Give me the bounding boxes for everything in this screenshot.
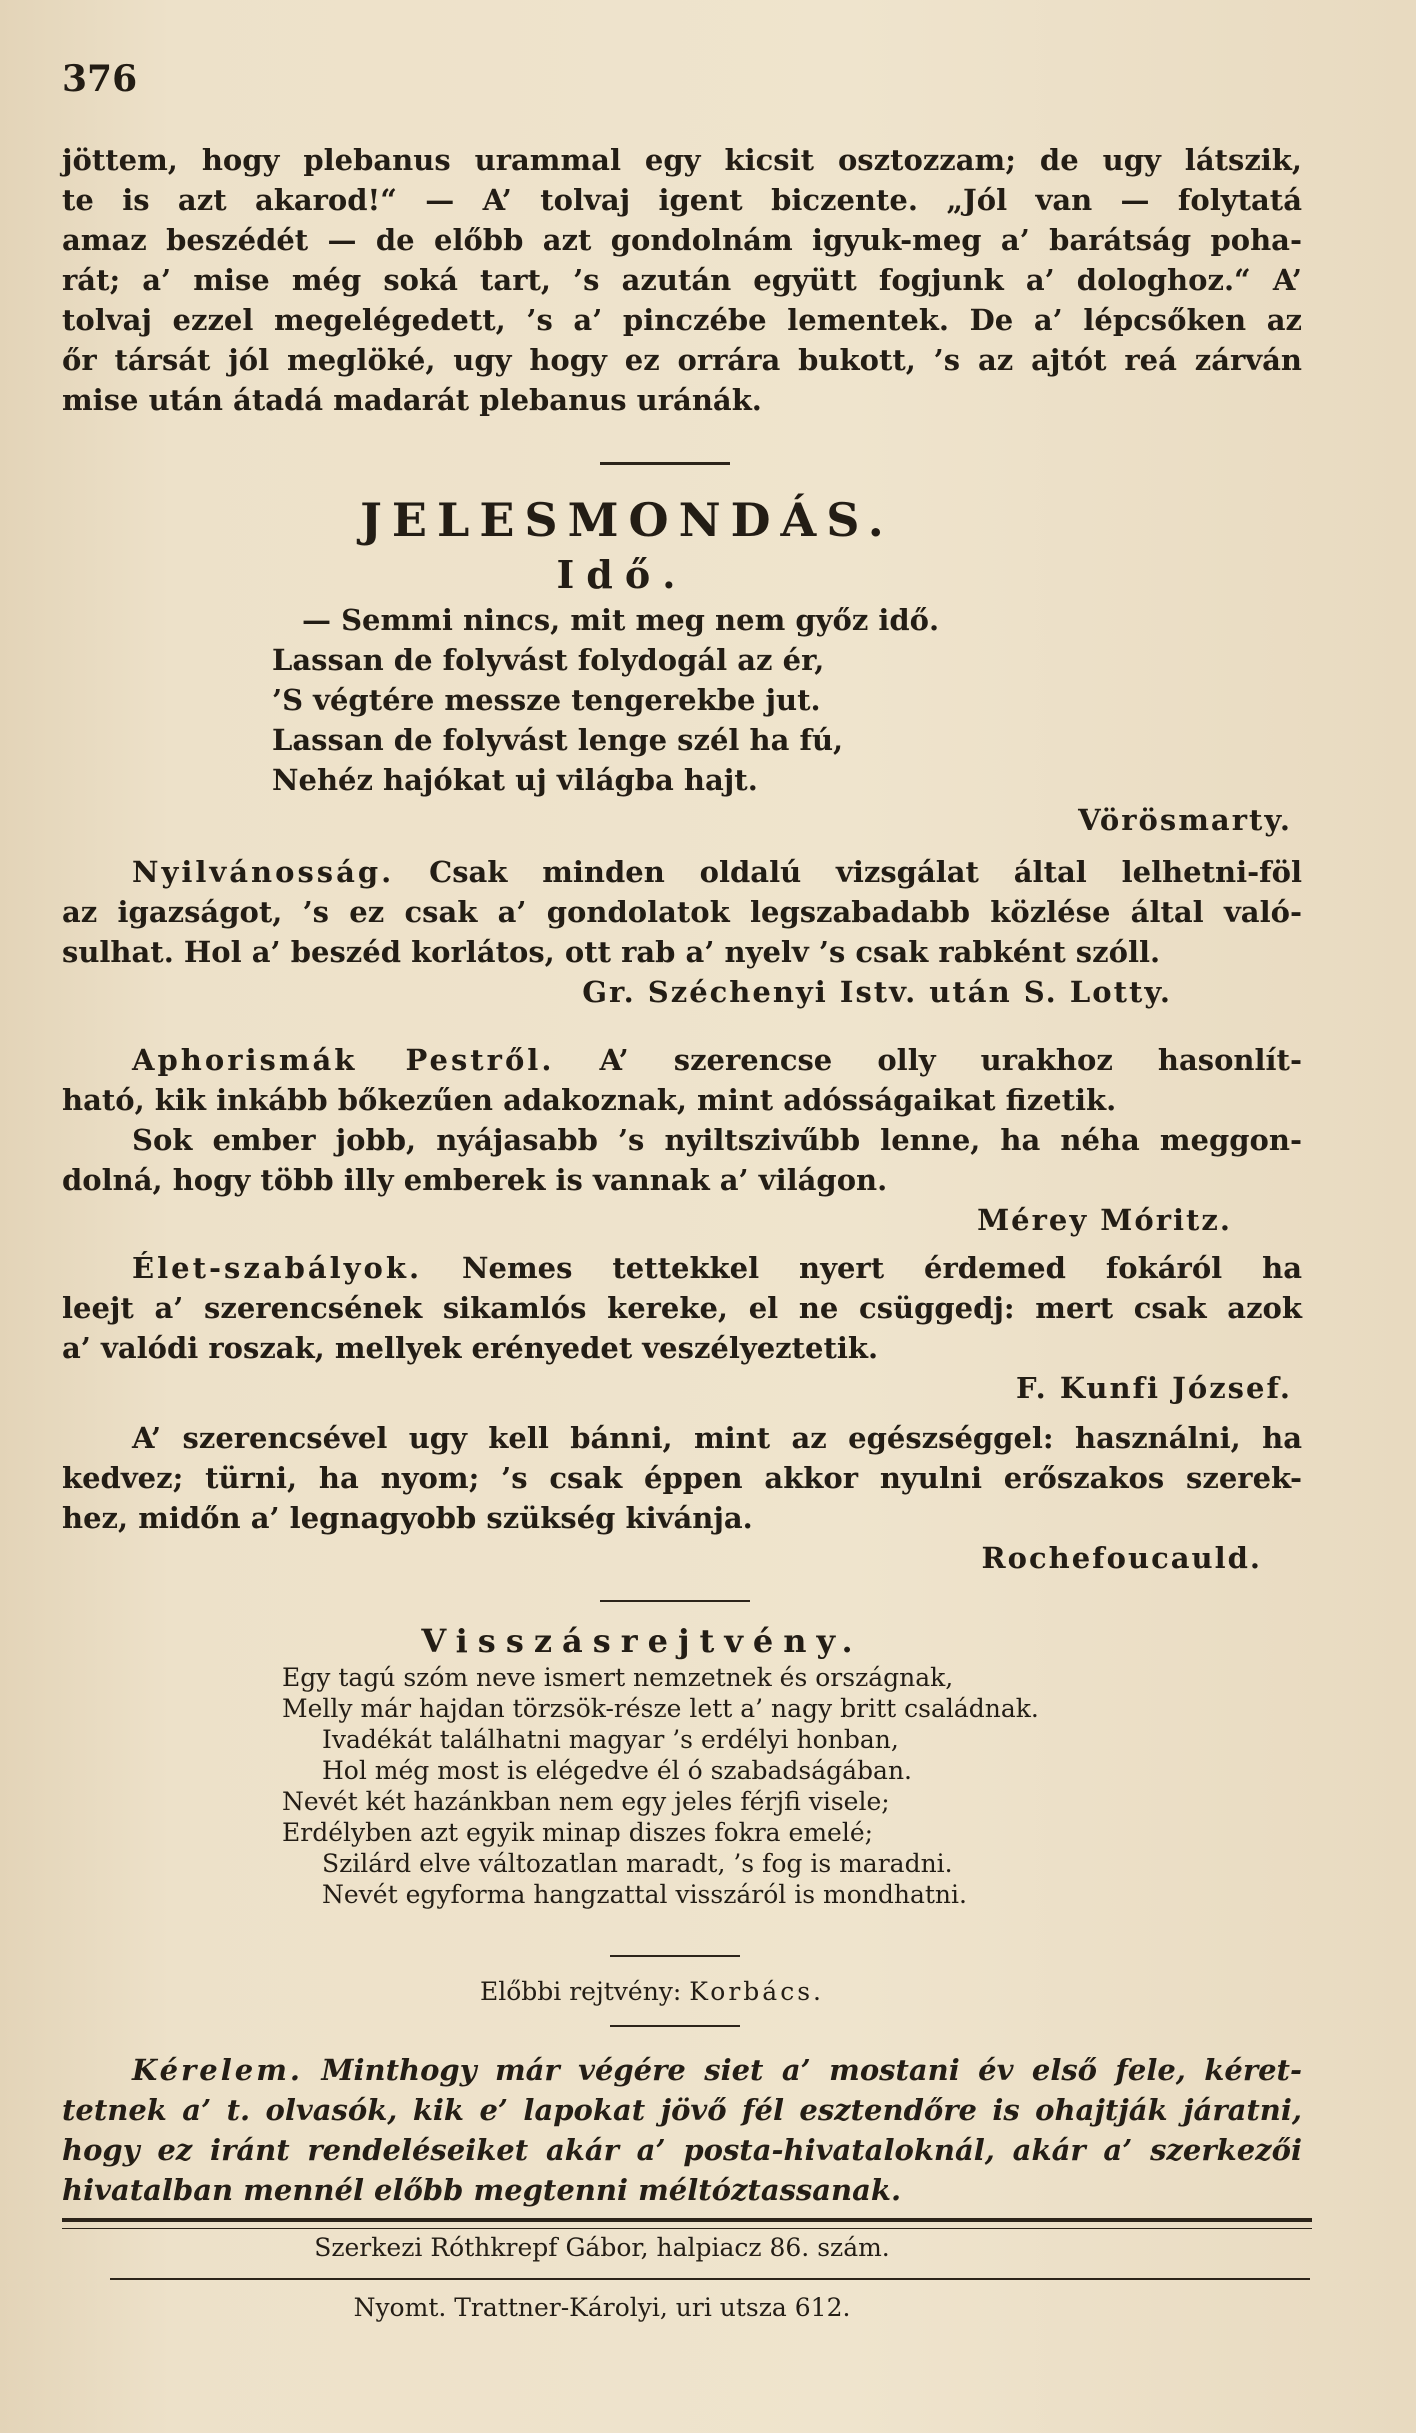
elet-szabalyok-block xyxy=(62,1248,1302,1408)
previous-riddle-line xyxy=(2,1972,1302,2012)
text-span: Csak minden oldalú vizsgálat által lelhetni-föl xyxy=(429,855,1302,889)
intro-line: őr társát jól meglöké, ugy hogy ez orrára bukott, ’s az ajtót reá zárván xyxy=(62,343,1302,377)
riddle-line: Ivadékát találhatni magyar ’s erdélyi honban, xyxy=(322,1725,899,1754)
riddle-line: Melly már hajdan törzsök-része lett a’ nagy britt családnak. xyxy=(282,1694,1039,1723)
nyilvanossag-first-line xyxy=(62,852,1302,892)
request-line: hogy ez iránt rendeléseiket akár a’ posta-hivataloknál, akár a’ szerkezői xyxy=(62,2133,1302,2167)
body-line: dolná, hogy több illy emberek is vannak a’ világon. xyxy=(62,1163,888,1197)
aphorismak-first-line xyxy=(62,1040,1302,1080)
page-number: 376 xyxy=(62,58,138,100)
jelesmondas-section xyxy=(62,490,1302,840)
riddle-line: Szilárd elve változatlan maradt, ’s fog is maradni. xyxy=(322,1849,953,1878)
section-title: JELESMONDÁS. xyxy=(360,493,894,547)
footer-editor: Szerkezi Róthkrepf Gábor, halpiacz 86. szám. xyxy=(314,2233,890,2262)
term-label: Aphorismák Pestről. xyxy=(132,1043,555,1077)
body-line: a’ valódi roszak, mellyek erényedet veszélyeztetik. xyxy=(62,1331,879,1365)
rochefoucauld-author: Rochefoucauld. xyxy=(981,1541,1262,1575)
previous-riddle xyxy=(62,1972,1302,2012)
body-line: ható, kik inkább bőkezűen adakoznak, mint adósságaikat fizetik. xyxy=(62,1083,1117,1117)
footer-printer: Nyomt. Trattner-Károlyi, uri utsza 612. xyxy=(353,2293,851,2322)
riddle-section xyxy=(62,1620,1302,1910)
riddle-verse xyxy=(62,1662,1302,1910)
text-span: Nemes tettekkel nyert érdemed fokáról ha xyxy=(462,1251,1302,1285)
previous-riddle-answer: Korbács. xyxy=(689,1977,824,2006)
intro-line: rát; a’ mise még soká tart, ’s azután együtt fogjunk a’ dologhoz.“ A’ xyxy=(62,263,1302,297)
poem-author: Vörösmarty. xyxy=(1078,803,1292,837)
nyilvanossag-author: Gr. Széchenyi Istv. után S. Lotty. xyxy=(582,975,1172,1009)
riddle-line: Erdélyben azt egyik minap diszes fokra emelé; xyxy=(282,1818,874,1847)
body-line: A’ szerencsével ugy kell bánni, mint az egészséggel: használni, ha xyxy=(132,1421,1302,1455)
poem-line: ’S végtére messze tengerekbe jut. xyxy=(272,683,821,717)
footer-rule xyxy=(110,2278,1310,2280)
section-divider xyxy=(610,1955,740,1957)
text-span: Minthogy már végére siet a’ mostani év első fele, kéret- xyxy=(321,2053,1302,2087)
nyilvanossag-block xyxy=(62,852,1302,1012)
body-line: Sok ember jobb, nyájasabb ’s nyiltszivűbb lenne, ha néha meggon- xyxy=(132,1123,1302,1157)
previous-riddle-label: Előbbi rejtvény: xyxy=(479,1977,682,2006)
section-divider xyxy=(610,2025,740,2027)
poem-line: — Semmi nincs, mit meg nem győz idő. xyxy=(302,603,940,637)
body-line: az igazságot, ’s ez csak a’ gondolatok legszabadabb közlése által való- xyxy=(62,895,1302,929)
rochefoucauld-block xyxy=(62,1418,1302,1578)
riddle-title: Visszásrejtvény. xyxy=(421,1622,863,1660)
riddle-line: Egy tagú szóm neve ismert nemzetnek és országnak, xyxy=(282,1663,954,1692)
section-divider xyxy=(600,462,730,465)
request-first-line xyxy=(62,2050,1302,2090)
poem-title: Idő. xyxy=(556,552,688,597)
poem-line: Lassan de folyvást lenge szél ha fú, xyxy=(272,723,844,757)
riddle-line: Nevét két hazánkban nem egy jeles férjfi visele; xyxy=(282,1787,890,1816)
intro-paragraph xyxy=(62,140,1302,420)
intro-line: tolvaj ezzel megelégedett, ’s a’ pinczébe lementek. De a’ lépcsőken az xyxy=(62,303,1302,337)
section-divider xyxy=(600,1600,750,1602)
term-label: Nyilvánosság. xyxy=(132,855,395,889)
aphorismak-block xyxy=(62,1040,1302,1240)
term-label: Kérelem. xyxy=(132,2053,303,2087)
body-line: kedvez; türni, ha nyom; ’s csak éppen akkor nyulni erőszakos szerek- xyxy=(62,1461,1302,1495)
elet-author: F. Kunfi József. xyxy=(1015,1371,1292,1405)
body-line: hez, midőn a’ legnagyobb szükség kivánja. xyxy=(62,1501,753,1535)
poem xyxy=(62,600,1302,800)
intro-line: mise után átadá madarát plebanus uránák. xyxy=(62,383,762,417)
body-line: sulhat. Hol a’ beszéd korlátos, ott rab a’ nyelv ’s csak rabként szóll. xyxy=(62,935,1161,969)
request-line: tetnek a’ t. olvasók, kik e’ lapokat jövő fél esztendőre is ohajtják járatni, xyxy=(62,2093,1302,2127)
term-label: Élet-szabályok. xyxy=(132,1251,423,1285)
body-line: leejt a’ szerencsének sikamlós kereke, el ne csüggedj: mert csak azok xyxy=(62,1291,1302,1325)
text-span: A’ szerencse olly urakhoz hasonlít- xyxy=(599,1043,1302,1077)
riddle-line: Nevét egyforma hangzattal visszáról is mondhatni. xyxy=(322,1880,967,1909)
poem-line: Nehéz hajókat uj világba hajt. xyxy=(272,763,758,797)
intro-line: te is azt akarod!“ — A’ tolvaj igent biczente. „Jól van — folytatá xyxy=(62,183,1302,217)
request-notice xyxy=(62,2050,1302,2210)
intro-line: amaz beszédét — de előbb azt gondolnám igyuk-meg a’ barátság poha- xyxy=(62,223,1302,257)
riddle-line: Hol még most is elégedve él ó szabadságában. xyxy=(322,1756,913,1785)
aphorismak-author: Mérey Móritz. xyxy=(977,1203,1232,1237)
request-line: hivatalban mennél előbb megtenni méltóztassanak. xyxy=(62,2173,902,2207)
poem-line: Lassan de folyvást folydogál az ér, xyxy=(272,643,825,677)
elet-first-line xyxy=(62,1248,1302,1288)
intro-line: jöttem, hogy plebanus urammal egy kicsit osztozzam; de ugy látszik, xyxy=(62,143,1302,177)
